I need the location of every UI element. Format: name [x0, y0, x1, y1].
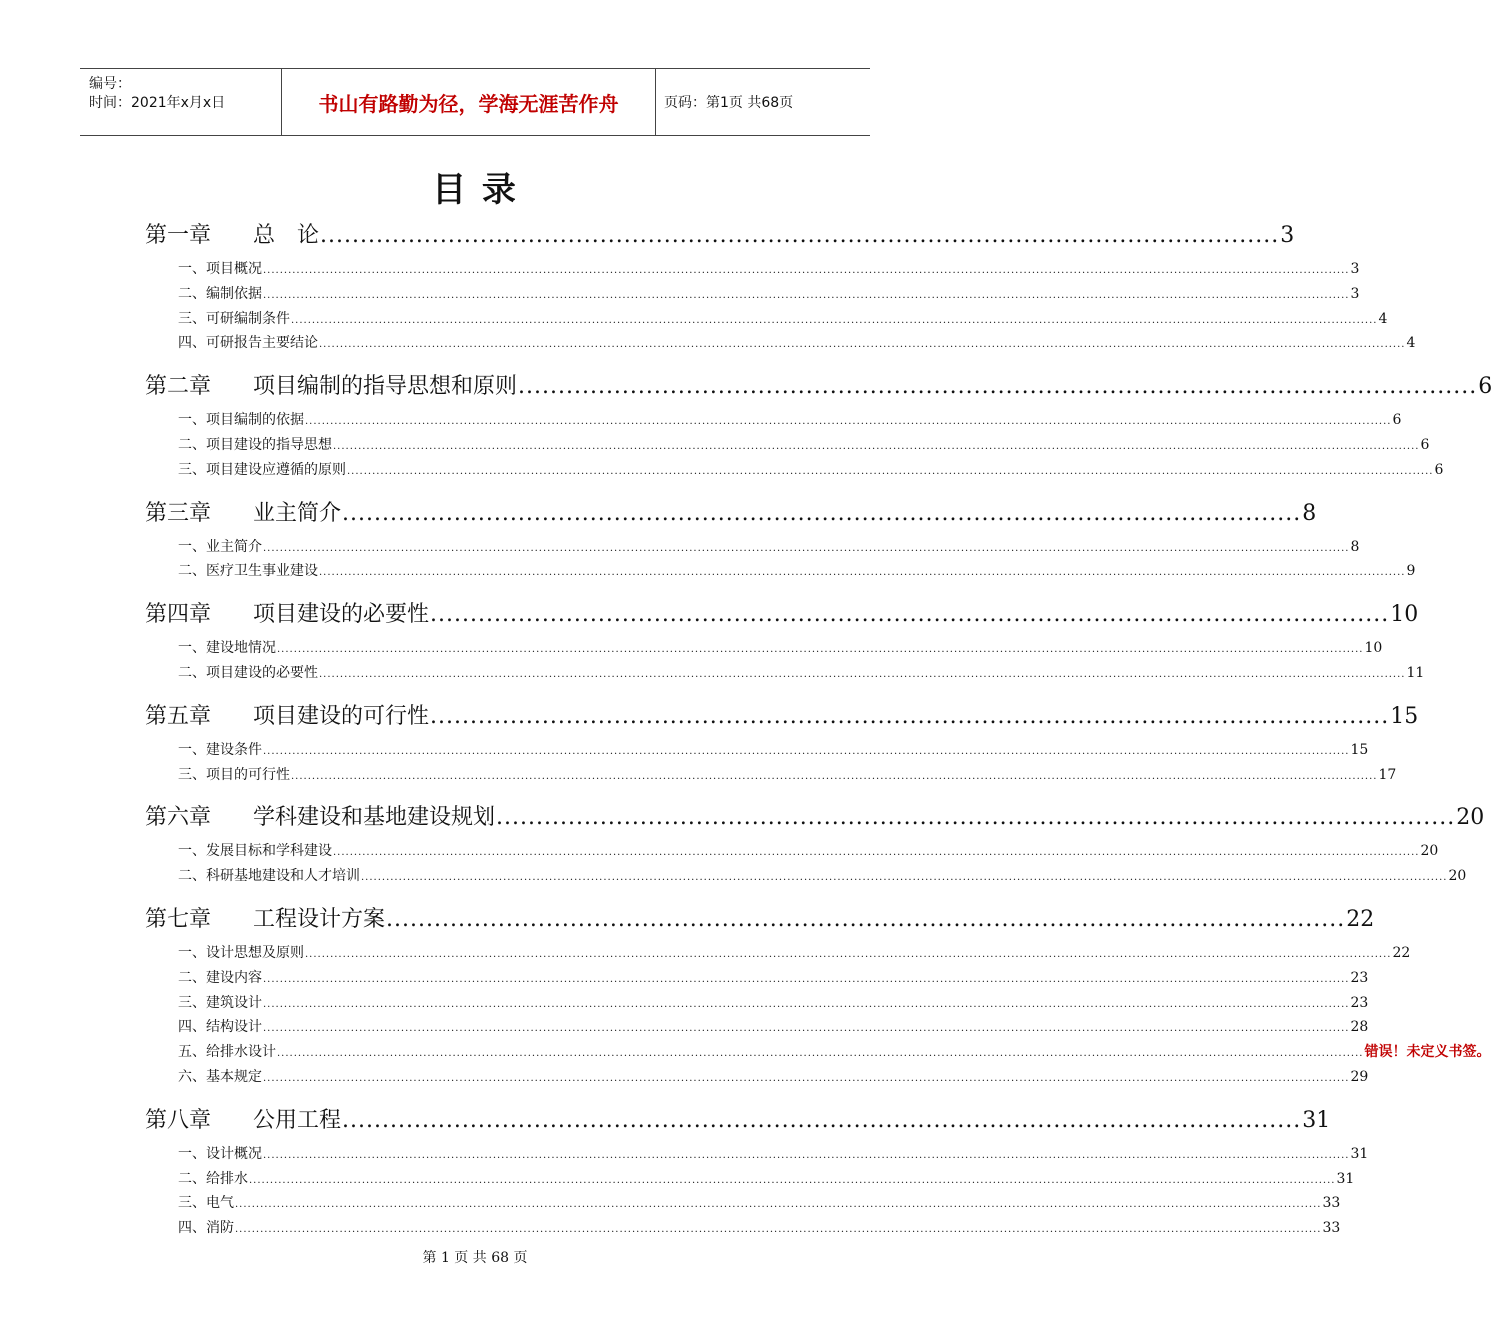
toc-section-entry[interactable]	[178, 942, 1411, 962]
page-number: 28	[1350, 1019, 1369, 1036]
toc-chapter-entry[interactable]	[145, 218, 1295, 252]
chapter-number: 第三章	[145, 500, 212, 526]
dot-leader: ....................................................................................................................................................................................................................................................................	[305, 416, 1392, 428]
dot-leader: ....................................................................................................................................................................................................................................................................	[263, 1073, 1350, 1084]
section-title: 一、发展目标和学科建设	[178, 843, 332, 860]
chapter-number: 第一章	[145, 223, 212, 248]
dot-leader: ....................................................................................................................................................................................................................................................................	[263, 1023, 1350, 1035]
section-title: 二、给排水	[178, 1170, 248, 1187]
dot-leader: ....................................................................................................................................................................................................................................................................	[333, 441, 1420, 452]
dot-leader: ....................................................................................................................................................................................................................................................................	[263, 973, 1350, 985]
section-title: 二、项目建设的必要性	[178, 665, 318, 681]
dot-leader: ....................................................................................................................................................................................................................................................................	[263, 265, 1350, 276]
section-title: 二、编制依据	[178, 285, 262, 302]
toc-section-entry[interactable]	[178, 739, 1369, 759]
toc-chapter-entry[interactable]	[145, 800, 1485, 834]
page-number: 20	[1420, 843, 1439, 860]
toc-chapter-entry[interactable]	[145, 496, 1317, 530]
page-number: 31	[1336, 1170, 1355, 1187]
toc-section-entry[interactable]	[178, 283, 1360, 303]
section-title: 二、医疗卫生事业建设	[178, 563, 318, 580]
toc-section-entry[interactable]	[178, 308, 1388, 328]
chapter-number: 第七章	[145, 907, 212, 932]
chapter-number: 第六章	[145, 805, 212, 831]
toc-section-entry[interactable]	[178, 967, 1369, 987]
chapter-number: 第二章	[145, 374, 212, 400]
section-title: 一、项目编制的依据	[178, 412, 304, 429]
dot-leader: ........................................................................................................................	[518, 374, 1478, 400]
toc-chapter-entry[interactable]	[145, 597, 1419, 631]
toc-section-entry[interactable]	[178, 662, 1425, 682]
toc-section-entry[interactable]	[178, 1143, 1369, 1163]
chapter-title: 公用工程	[253, 1107, 342, 1133]
dot-leader: ........................................................................................................................	[342, 500, 1302, 526]
page-number: 3	[1350, 261, 1360, 277]
page-number: 20	[1448, 868, 1467, 885]
page-number: 3	[1350, 285, 1360, 302]
toc-section-entry[interactable]	[178, 637, 1383, 657]
toc-chapter-entry[interactable]	[145, 1103, 1331, 1137]
toc-chapter-entry[interactable]	[145, 369, 1492, 403]
page-number: 33	[1322, 1195, 1341, 1212]
page-number: 33	[1322, 1220, 1341, 1237]
dot-leader: ....................................................................................................................................................................................................................................................................	[277, 644, 1364, 656]
dot-leader: ........................................................................................................................	[430, 703, 1390, 729]
dot-leader: ........................................................................................................................	[496, 805, 1456, 831]
page-number: 22	[1346, 907, 1375, 932]
header-page-info: 页码：第1页 共68页	[664, 95, 794, 111]
toc-section-entry[interactable]	[178, 1192, 1341, 1212]
page-footer: 第 1 页 共 68 页	[422, 1250, 528, 1266]
dot-leader: ....................................................................................................................................................................................................................................................................	[263, 1149, 1350, 1161]
page-number: 31	[1302, 1107, 1331, 1133]
page-number: 10	[1390, 602, 1419, 628]
chapter-title: 学科建设和基地建设规划	[253, 805, 496, 831]
dot-leader: ........................................................................................................................	[386, 907, 1346, 932]
page-number: 3	[1280, 223, 1295, 248]
section-title: 三、建筑设计	[178, 994, 262, 1011]
dot-leader: ........................................................................................................................	[342, 1107, 1302, 1133]
section-title: 一、项目概况	[178, 261, 262, 277]
page-number: 22	[1392, 945, 1411, 961]
page-number: 8	[1350, 538, 1360, 555]
chapter-title: 项目建设的可行性	[253, 703, 430, 729]
dot-leader: ....................................................................................................................................................................................................................................................................	[263, 998, 1350, 1010]
section-title: 一、设计思想及原则	[178, 945, 304, 961]
toc-section-entry[interactable]	[178, 1016, 1369, 1036]
section-title: 三、可研编制条件	[178, 310, 290, 327]
page-number: 23	[1350, 994, 1369, 1011]
page-number: 17	[1378, 766, 1397, 783]
toc-section-entry[interactable]	[178, 1041, 1491, 1061]
chapter-number: 第五章	[145, 703, 212, 729]
chapter-title: 总 论	[253, 223, 320, 248]
toc-section-entry[interactable]	[178, 560, 1416, 580]
chapter-title: 项目建设的必要性	[253, 602, 430, 628]
page-number: 8	[1302, 500, 1317, 526]
chapter-title: 工程设计方案	[253, 907, 386, 932]
dot-leader: ....................................................................................................................................................................................................................................................................	[277, 1048, 1364, 1060]
dot-leader: ....................................................................................................................................................................................................................................................................	[235, 1199, 1322, 1211]
chapter-number: 第四章	[145, 602, 212, 628]
toc-section-entry[interactable]	[178, 992, 1369, 1012]
dot-leader: ....................................................................................................................................................................................................................................................................	[305, 949, 1392, 960]
section-title: 三、项目的可行性	[178, 766, 290, 783]
toc-section-entry[interactable]	[178, 1168, 1355, 1188]
section-title: 二、项目建设的指导思想	[178, 437, 332, 453]
chapter-number: 第八章	[145, 1107, 212, 1133]
section-title: 四、可研报告主要结论	[178, 335, 318, 352]
toc-section-entry[interactable]	[178, 1217, 1341, 1237]
dot-leader: ....................................................................................................................................................................................................................................................................	[235, 1224, 1322, 1236]
toc-section-entry[interactable]	[178, 840, 1439, 860]
page-number: 9	[1406, 563, 1416, 580]
toc-section-entry[interactable]	[178, 434, 1430, 454]
toc-chapter-entry[interactable]	[145, 699, 1419, 733]
dot-leader: ....................................................................................................................................................................................................................................................................	[361, 872, 1448, 884]
page-number: 4	[1406, 335, 1416, 352]
toc-section-entry[interactable]	[178, 459, 1444, 479]
page-number: 6	[1434, 461, 1444, 478]
chapter-title: 业主简介	[253, 500, 342, 526]
section-title: 三、项目建设应遵循的原则	[178, 461, 346, 478]
page-number: 29	[1350, 1069, 1369, 1085]
section-title: 四、消防	[178, 1220, 234, 1237]
dot-leader: ....................................................................................................................................................................................................................................................................	[333, 847, 1420, 859]
section-title: 二、建设内容	[178, 969, 262, 986]
time-label: 时间：2021年x月x日	[89, 95, 226, 111]
section-title: 三、电气	[178, 1195, 234, 1212]
toc-chapter-entry[interactable]	[145, 902, 1375, 936]
dot-leader: ....................................................................................................................................................................................................................................................................	[291, 314, 1378, 326]
dot-leader: ....................................................................................................................................................................................................................................................................	[319, 567, 1406, 579]
page-number: 15	[1390, 703, 1419, 729]
page-number: 20	[1456, 805, 1485, 831]
section-title: 六、基本规定	[178, 1069, 262, 1085]
toc-section-entry[interactable]	[178, 764, 1397, 784]
dot-leader: ....................................................................................................................................................................................................................................................................	[291, 770, 1378, 782]
bookmark-error-text: 错误！未定义书签。	[1364, 1044, 1491, 1061]
page-number: 6	[1392, 412, 1402, 429]
section-title: 五、给排水设计	[178, 1044, 276, 1061]
chapter-title: 项目编制的指导思想和原则	[253, 374, 518, 400]
dot-leader: ....................................................................................................................................................................................................................................................................	[347, 465, 1434, 477]
page-number: 23	[1350, 969, 1369, 986]
dot-leader: ....................................................................................................................................................................................................................................................................	[263, 289, 1350, 301]
page-number: 4	[1378, 310, 1388, 327]
section-title: 一、建设地情况	[178, 640, 276, 657]
dot-leader: ....................................................................................................................................................................................................................................................................	[319, 339, 1406, 351]
page-number: 31	[1350, 1145, 1369, 1162]
dot-leader: ........................................................................................................................	[320, 223, 1280, 248]
page-number: 10	[1364, 640, 1383, 657]
toc-section-entry[interactable]	[178, 865, 1467, 885]
toc-section-entry[interactable]	[178, 258, 1360, 278]
section-title: 一、设计概况	[178, 1145, 262, 1162]
page-number: 11	[1406, 665, 1425, 681]
dot-leader: ....................................................................................................................................................................................................................................................................	[263, 542, 1350, 554]
toc-section-entry[interactable]	[178, 1066, 1369, 1086]
serial-label: 编号：	[89, 76, 131, 92]
header-motto: 书山有路勤为径，学海无涯苦作舟	[282, 69, 656, 135]
page-number: 6	[1478, 374, 1492, 400]
section-title: 一、建设条件	[178, 741, 262, 758]
section-title: 一、业主简介	[178, 538, 262, 555]
toc-section-entry[interactable]	[178, 332, 1416, 352]
section-title: 二、科研基地建设和人才培训	[178, 868, 360, 885]
dot-leader: ........................................................................................................................	[430, 602, 1390, 628]
dot-leader: ....................................................................................................................................................................................................................................................................	[263, 745, 1350, 757]
section-title: 四、结构设计	[178, 1019, 262, 1036]
toc-section-entry[interactable]	[178, 409, 1402, 429]
page-number: 15	[1350, 741, 1369, 758]
page-title: 目 录	[432, 170, 518, 210]
toc-section-entry[interactable]	[178, 536, 1360, 556]
dot-leader: ....................................................................................................................................................................................................................................................................	[249, 1174, 1336, 1186]
page-number: 6	[1420, 437, 1430, 453]
dot-leader: ....................................................................................................................................................................................................................................................................	[319, 669, 1406, 680]
